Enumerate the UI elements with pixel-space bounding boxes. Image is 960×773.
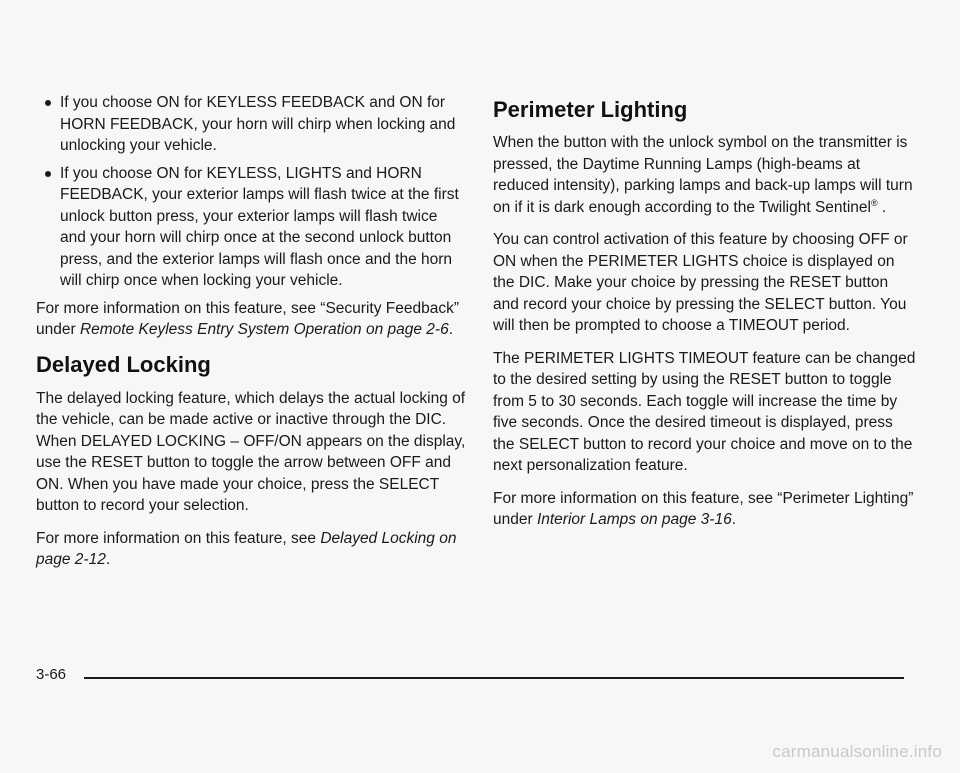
perimeter-lighting-timeout: The PERIMETER LIGHTS TIMEOUT feature can be changed to the desired setting by using the RESET button to toggle from 5 to 30 seconds. Each toggle will increase the time by five seconds. Once the desired timeout is displayed, press the SELECT button to record your choice and move on to the next personalization feature. bbox=[493, 349, 916, 474]
reference-text: For more information on this feature, see “Security Feedback” under bbox=[36, 299, 459, 338]
section-heading-perimeter-lighting: Perimeter Lighting bbox=[493, 97, 688, 122]
registered-mark: ® bbox=[870, 197, 878, 208]
perimeter-lighting-activation: You can control activation of this feature by choosing OFF or ON when the PERIMETER LIGHTS choice is displayed on the DIC. Make your choice by pressing the RESET button and record your choice by pressing the SELECT button. You will then be prompted to choose a TIMEOUT period. bbox=[493, 231, 908, 334]
reference-suffix: . bbox=[448, 321, 454, 338]
reference-suffix: . bbox=[105, 551, 111, 568]
perimeter-lighting-intro bbox=[493, 132, 918, 218]
left-column bbox=[36, 92, 466, 582]
right-column bbox=[493, 92, 918, 542]
reference-text: For more information on this feature, see “Perimeter Lighting” under bbox=[493, 489, 914, 528]
list-item: If you choose ON for KEYLESS, LIGHTS and HORN FEEDBACK, your exterior lamps will flash twice at the first unlock button press, your exterior lamps will flash twice and your horn will chirp once at the second unlock button press, and the exterior lamps will flash once and the horn will chirp once when locking your vehicle. bbox=[36, 163, 466, 292]
reference-suffix: . bbox=[731, 511, 736, 528]
site-watermark: carmanualsonline.info bbox=[772, 742, 942, 761]
footer-divider bbox=[84, 677, 904, 679]
reference-link[interactable]: Remote Keyless Entry System Operation on page 2-6 bbox=[79, 321, 449, 338]
reference-link[interactable]: Interior Lamps on page 3-16 bbox=[536, 511, 732, 528]
delayed-locking-body: The delayed locking feature, which delays the actual locking of the vehicle, can be made active or inactive through the DIC. When DELAYED LOCKING – OFF/ON appears on the display, use the RESET button to toggle the arrow between OFF and ON. When you have made your choice, press the SELECT button to record your selection. bbox=[36, 389, 466, 514]
reference-text: For more information on this feature, see bbox=[36, 529, 321, 547]
feedback-bullet-list bbox=[36, 92, 466, 292]
security-feedback-reference bbox=[36, 298, 466, 341]
page-number: 3-66 bbox=[36, 666, 67, 683]
perimeter-lighting-reference bbox=[493, 488, 918, 531]
section-heading-delayed-locking: Delayed Locking bbox=[36, 351, 211, 377]
intro-text: When the button with the unlock symbol on the transmitter is pressed, the Daytime Running Lamps (high-beams at reduced intensity), parking lamps and back-up lamps will turn on if it is dark enough according to the Twilight Sentinel bbox=[493, 134, 913, 216]
list-item: If you choose ON for KEYLESS FEEDBACK and ON for HORN FEEDBACK, your horn will chirp when locking and unlocking your vehicle. bbox=[36, 92, 466, 157]
delayed-locking-reference bbox=[36, 528, 466, 571]
intro-end: . bbox=[877, 198, 887, 216]
reference-link[interactable]: Delayed Locking on page 2-12 bbox=[36, 529, 457, 568]
